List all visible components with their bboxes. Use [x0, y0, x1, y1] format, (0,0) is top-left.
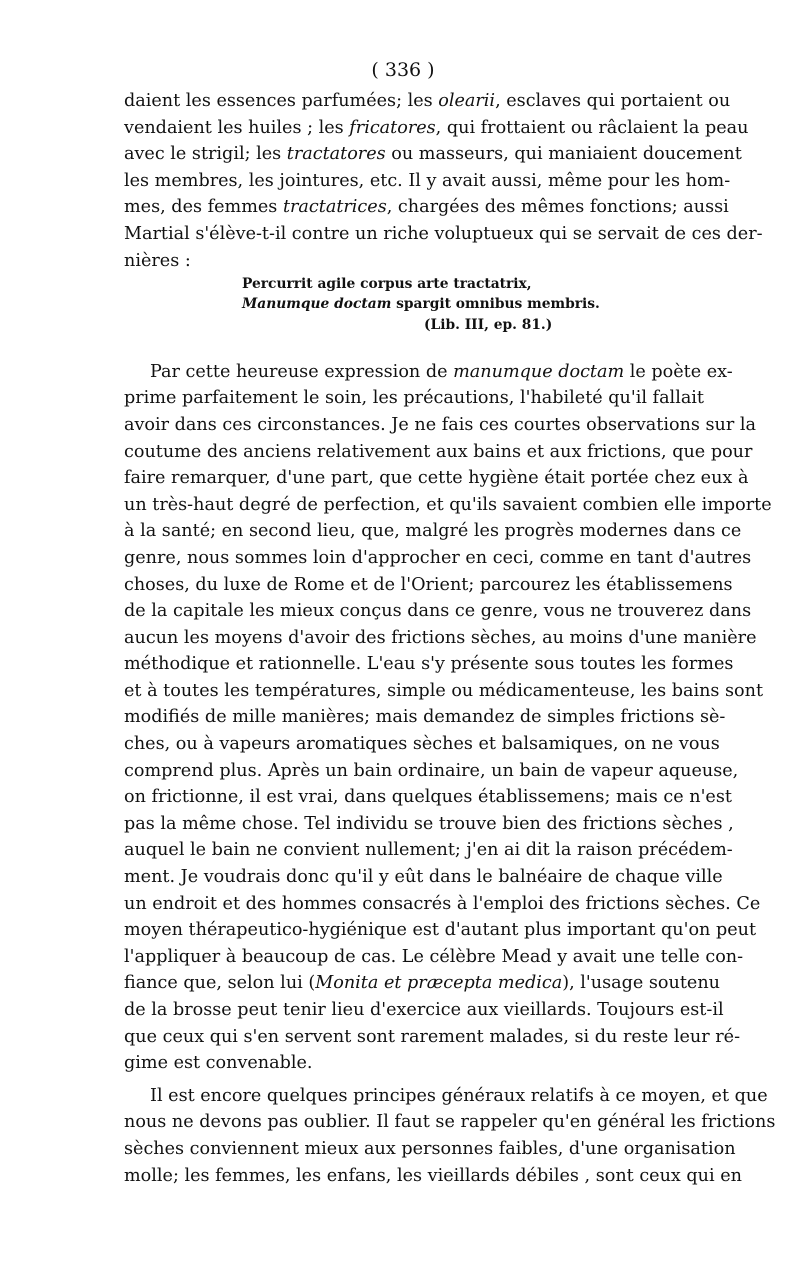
text-line: l'appliquer à beaucoup de cas. Le célèbre Mead y avait une telle con-: [124, 946, 744, 967]
text-line: un endroit et des hommes consacrés à l'emploi des frictions sèches. Ce: [124, 893, 761, 914]
text-line: avoir dans ces circonstances. Je ne fais ces courtes observations sur la: [124, 414, 756, 435]
text-line: de la capitale les mieux conçus dans ce genre, vous ne trouverez dans: [124, 601, 752, 622]
text-line: nous ne devons pas oublier. Il faut se rappeler qu'en général les frictions: [124, 1112, 776, 1133]
page-number: ( 336 ): [371, 59, 435, 81]
text-line: modifiés de mille manières; mais demandez de simples frictions sè-: [124, 707, 726, 728]
text-line: vendaient les huiles ; les fricatores, qui frottaient ou râclaient la peau: [124, 117, 749, 138]
text-line: genre, nous sommes loin d'approcher en ceci, comme en tant d'autres: [124, 547, 752, 568]
text-line: Martial s'élève-t-il contre un riche voluptueux qui se servait de ces der-: [124, 223, 763, 244]
text-line: gime est convenable.: [124, 1053, 313, 1074]
text-line: comprend plus. Après un bain ordinaire, un bain de vapeur aqueuse,: [124, 760, 739, 781]
text-line: mes, des femmes tractatrices, chargées des mêmes fonctions; aussi: [124, 197, 729, 218]
text-line: coutume des anciens relativement aux bains et aux frictions, que pour: [124, 441, 753, 462]
text-line: que ceux qui s'en servent sont rarement malades, si du reste leur ré-: [124, 1026, 741, 1047]
text-line: les membres, les jointures, etc. Il y avait aussi, même pour les hom-: [124, 170, 731, 191]
text-line: Il est encore quelques principes généraux relatifs à ce moyen, et que: [150, 1085, 768, 1106]
text-line: Par cette heureuse expression de manumque doctam le poète ex-: [150, 361, 733, 382]
book-page: [124, 58, 776, 1189]
text-line: sèches conviennent mieux aux personnes faibles, d'une organisation: [124, 1138, 736, 1159]
text-line: à la santé; en second lieu, que, malgré les progrès modernes dans ce: [124, 521, 742, 542]
text-line: choses, du luxe de Rome et de l'Orient; parcourez les établissemens: [124, 574, 733, 595]
text-line: méthodique et rationnelle. L'eau s'y présente sous toutes les formes: [124, 654, 734, 675]
text-line: pas la même chose. Tel individu se trouve bien des frictions sèches ,: [124, 813, 734, 834]
text-line: on frictionne, il est vrai, dans quelques établissemens; mais ce n'est: [124, 787, 732, 808]
text-line: daient les essences parfumées; les olearii, esclaves qui portaient ou: [124, 91, 731, 111]
text-line: un très-haut degré de perfection, et qu'ils savaient combien elle importe: [124, 494, 772, 515]
text-line: molle; les femmes, les enfans, les vieillards débiles , sont ceux qui en: [124, 1165, 742, 1186]
quotation-reference: (Lib. III, ep. 81.): [424, 316, 553, 333]
text-line: aucun les moyens d'avoir des frictions sèches, au moins d'une manière: [124, 627, 757, 648]
paragraph-continuation: [124, 88, 763, 274]
text-line: ches, ou à vapeurs aromatiques sèches et balsamiques, on ne vous: [124, 734, 720, 755]
text-line: fiance que, selon lui (Monita et præcepta medica), l'usage soutenu: [124, 973, 720, 994]
text-line: ment. Je voudrais donc qu'il y eût dans le balnéaire de chaque ville: [124, 867, 723, 888]
text-line: faire remarquer, d'une part, que cette hygiène était portée chez eux à: [124, 468, 749, 489]
latin-quotation: [124, 274, 682, 335]
paragraph-main: [124, 359, 772, 1077]
text-line: avec le strigil; les tractatores ou masseurs, qui maniaient doucement: [124, 144, 742, 165]
text-line: moyen thérapeutico-hygiénique est d'autant plus important qu'on peut: [124, 920, 757, 941]
quotation-line: Percurrit agile corpus arte tractatrix,: [242, 276, 532, 293]
paragraph-final: [124, 1083, 776, 1189]
text-line: de la brosse peut tenir lieu d'exercice aux vieillards. Toujours est-il: [124, 1000, 724, 1021]
text-line: et à toutes les températures, simple ou médicamenteuse, les bains sont: [124, 680, 764, 701]
text-line: auquel le bain ne convient nullement; j'en ai dit la raison précédem-: [124, 840, 733, 861]
quotation-line: Manumque doctam spargit omnibus membris.: [242, 296, 600, 313]
text-line: nières :: [124, 250, 191, 271]
text-line: prime parfaitement le soin, les précautions, l'habileté qu'il fallait: [124, 388, 705, 409]
